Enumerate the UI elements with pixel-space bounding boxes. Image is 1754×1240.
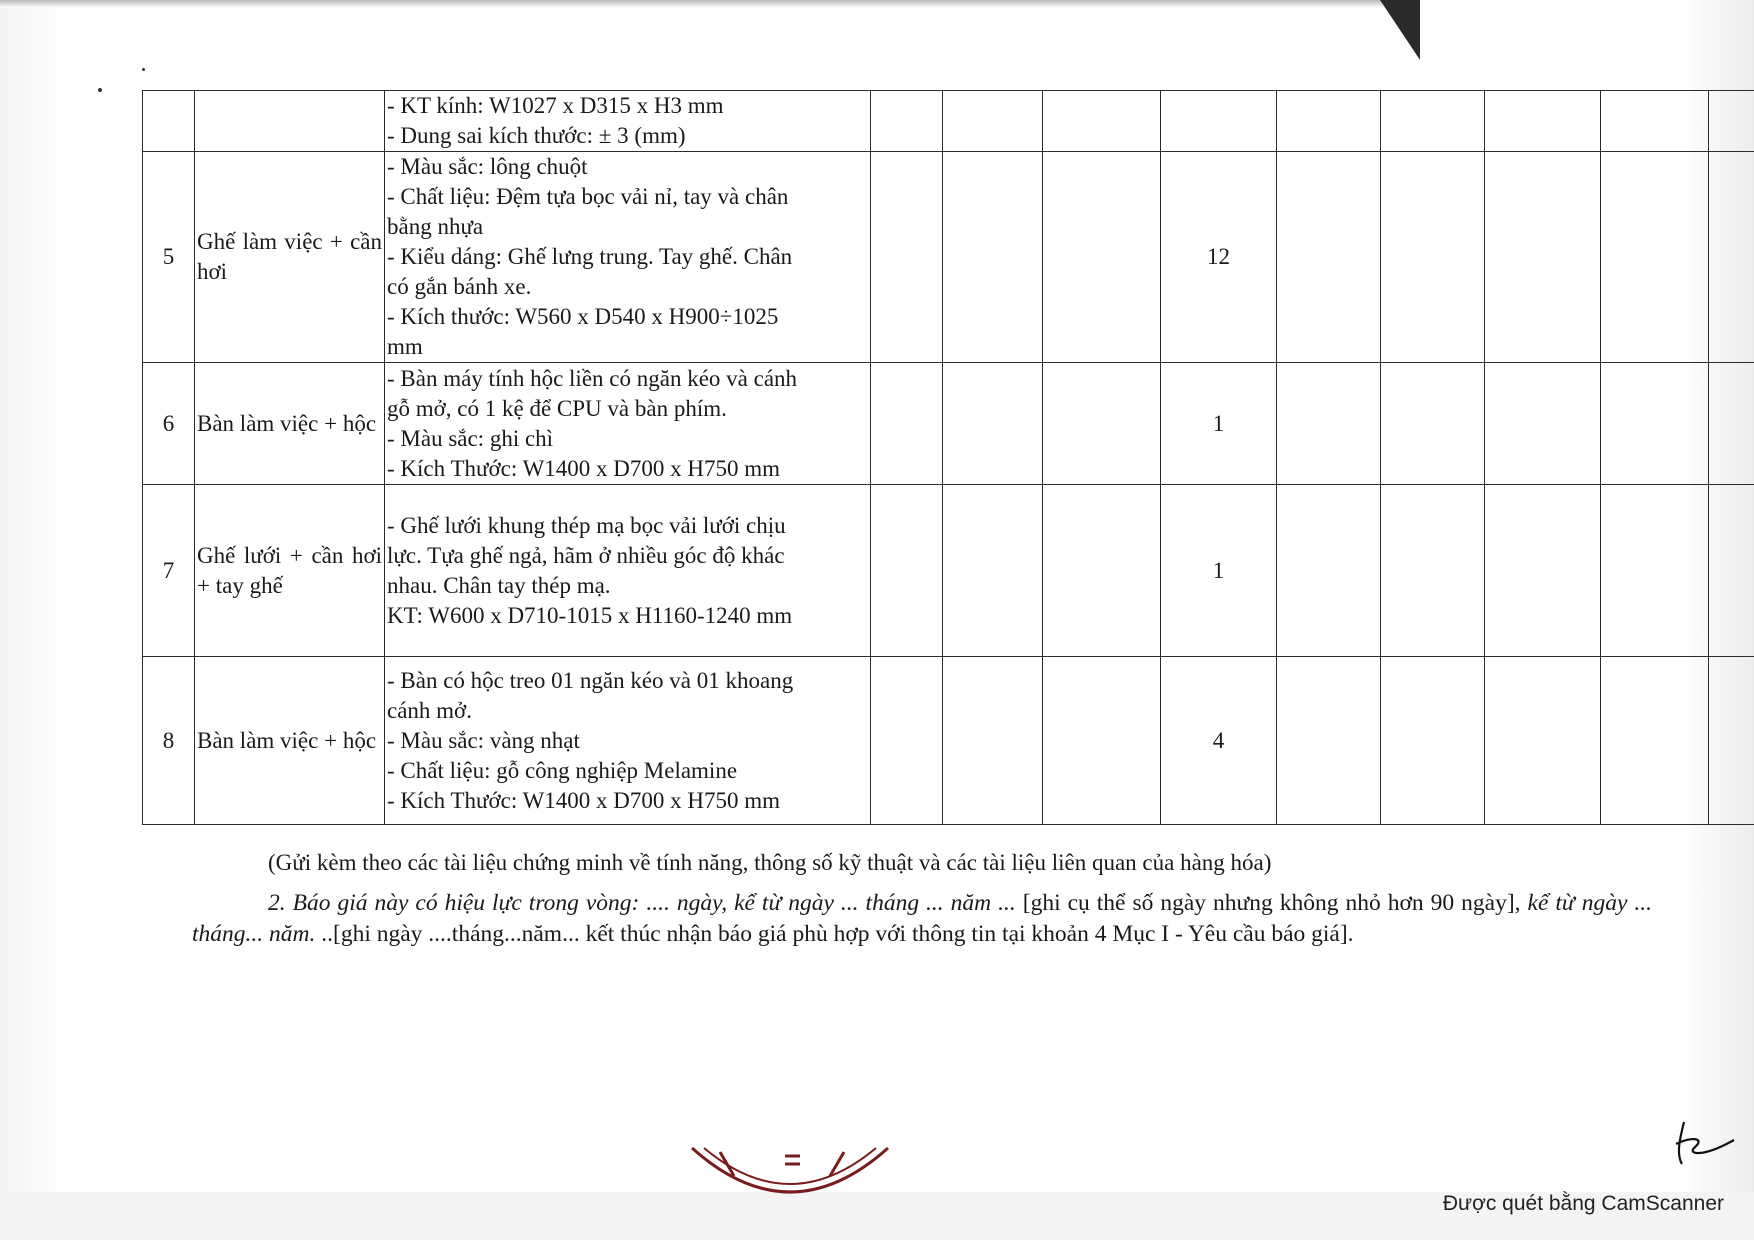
empty-cell	[1277, 91, 1381, 152]
spec-line: lực. Tựa ghế ngả, hãm ở nhiều góc độ khác	[387, 542, 785, 568]
scan-speck	[142, 68, 145, 71]
empty-cell	[871, 657, 943, 825]
empty-cell	[1381, 91, 1485, 152]
red-stamp-fragment	[690, 1146, 890, 1196]
spec-line: - Kích Thước: W1400 x D700 x H750 mm	[387, 787, 781, 813]
empty-cell	[871, 91, 943, 152]
empty-cell	[943, 485, 1043, 657]
scan-corner	[1380, 0, 1420, 60]
row-number	[143, 91, 195, 152]
empty-cell	[871, 363, 943, 485]
validity-plain-1: [ghi cụ thể số ngày nhưng không nhỏ hơn 90 ngày],	[1015, 890, 1528, 916]
empty-cell	[1601, 485, 1709, 657]
spec-line: bằng nhựa	[387, 214, 484, 239]
spec-line: - Màu sắc: ghi chì	[387, 425, 554, 451]
spec-line: cánh mở.	[387, 697, 472, 723]
quantity-cell: 12	[1161, 152, 1277, 363]
empty-cell	[943, 363, 1043, 485]
spec-line: - Kiểu dáng: Ghế lưng trung. Tay ghế. Chân	[387, 244, 793, 269]
spec-line: - Màu sắc: vàng nhạt	[387, 727, 580, 753]
empty-cell	[1601, 657, 1709, 825]
spec-line: - Chất liệu: gỗ công nghiệp Melamine	[387, 757, 738, 783]
empty-cell	[1601, 363, 1709, 485]
empty-cell	[1709, 363, 1754, 485]
item-name: Ghế làm việc + cần hơi	[195, 152, 385, 363]
scanner-credit: Được quét bằng CamScanner	[1442, 1192, 1724, 1215]
scan-top-edge	[0, 0, 1400, 8]
spec-line: - Ghế lưới khung thép mạ bọc vải lưới chịu	[387, 512, 786, 538]
quantity-cell: 1	[1161, 363, 1277, 485]
spec-line: - Kích thước: W560 x D540 x H900÷1025	[387, 304, 779, 329]
table-row	[143, 91, 1754, 152]
quantity-cell: 4	[1161, 657, 1277, 825]
spec-line: KT: W600 x D710-1015 x H1160-1240 mm	[387, 602, 793, 628]
item-name: Bàn làm việc + hộc	[195, 363, 385, 485]
item-name	[195, 91, 385, 152]
item-name: Ghế lưới + cần hơi + tay ghế	[195, 485, 385, 657]
item-specification	[385, 363, 871, 485]
empty-cell	[1043, 152, 1161, 363]
empty-cell	[1709, 657, 1754, 825]
row-number: 5	[143, 152, 195, 363]
empty-cell	[1277, 657, 1381, 825]
empty-cell	[1485, 152, 1601, 363]
empty-cell	[943, 657, 1043, 825]
empty-cell	[1277, 363, 1381, 485]
validity-italic-2: kể từ ngày ... tháng... năm.	[192, 890, 1652, 947]
item-specification	[385, 485, 871, 657]
spec-line: - Chất liệu: Đệm tựa bọc vải nỉ, tay và chân	[387, 184, 789, 209]
empty-cell	[1277, 152, 1381, 363]
empty-cell	[1601, 91, 1709, 152]
item-specification	[385, 91, 871, 152]
empty-cell	[1485, 91, 1601, 152]
empty-cell	[1485, 657, 1601, 825]
validity-paragraph	[192, 888, 1652, 950]
empty-cell	[1709, 91, 1754, 152]
table-row	[143, 485, 1754, 657]
empty-cell	[1601, 152, 1709, 363]
table-row	[143, 152, 1754, 363]
spec-line: gỗ mở, có 1 kệ để CPU và bàn phím.	[387, 395, 727, 421]
empty-cell	[943, 91, 1043, 152]
attachment-note: (Gửi kèm theo các tài liệu chứng minh về tính năng, thông số kỹ thuật và các tài liệu liên quan của hàng hóa)	[268, 850, 1272, 875]
table-row	[143, 657, 1754, 825]
quantity-cell: 1	[1161, 485, 1277, 657]
spec-line: - Bàn máy tính hộc liền có ngăn kéo và cánh	[387, 365, 798, 391]
spec-line: - Kích Thước: W1400 x D700 x H750 mm	[387, 455, 781, 481]
empty-cell	[1043, 485, 1161, 657]
empty-cell	[871, 485, 943, 657]
empty-cell	[1043, 657, 1161, 825]
signature-mark	[1672, 1118, 1742, 1168]
items-table	[142, 90, 1754, 825]
empty-cell	[1485, 363, 1601, 485]
empty-cell	[943, 152, 1043, 363]
validity-italic-1: 2. Báo giá này có hiệu lực trong vòng: .... ngày, kể từ ngày ... tháng ... năm ...	[268, 890, 1016, 916]
spec-line: có gắn bánh xe.	[387, 274, 532, 299]
empty-cell	[1381, 152, 1485, 363]
spec-line: nhau. Chân tay thép mạ.	[387, 572, 611, 598]
spec-line: - Bàn có hộc treo 01 ngăn kéo và 01 khoang	[387, 667, 794, 693]
empty-cell	[1043, 363, 1161, 485]
empty-cell	[871, 152, 943, 363]
item-name: Bàn làm việc + hộc	[195, 657, 385, 825]
row-number: 7	[143, 485, 195, 657]
spec-line: - Dung sai kích thước: ± 3 (mm)	[387, 123, 686, 148]
row-number: 8	[143, 657, 195, 825]
item-specification	[385, 657, 871, 825]
scan-speck	[98, 88, 102, 92]
empty-cell	[1043, 91, 1161, 152]
row-number: 6	[143, 363, 195, 485]
empty-cell	[1381, 485, 1485, 657]
quantity-cell	[1161, 91, 1277, 152]
empty-cell	[1709, 152, 1754, 363]
spec-line: - KT kính: W1027 x D315 x H3 mm	[387, 93, 724, 118]
empty-cell	[1381, 657, 1485, 825]
spec-line: - Màu sắc: lông chuột	[387, 154, 588, 179]
empty-cell	[1485, 485, 1601, 657]
item-specification	[385, 152, 871, 363]
empty-cell	[1277, 485, 1381, 657]
empty-cell	[1381, 363, 1485, 485]
table-row	[143, 363, 1754, 485]
validity-plain-2: ..[ghi ngày ....tháng...năm... kết thúc nhận báo giá phù hợp với thông tin tại khoản 4 Mục I - Yêu cầu báo giá].	[315, 921, 1354, 947]
empty-cell	[1709, 485, 1754, 657]
spec-line: mm	[387, 334, 423, 359]
